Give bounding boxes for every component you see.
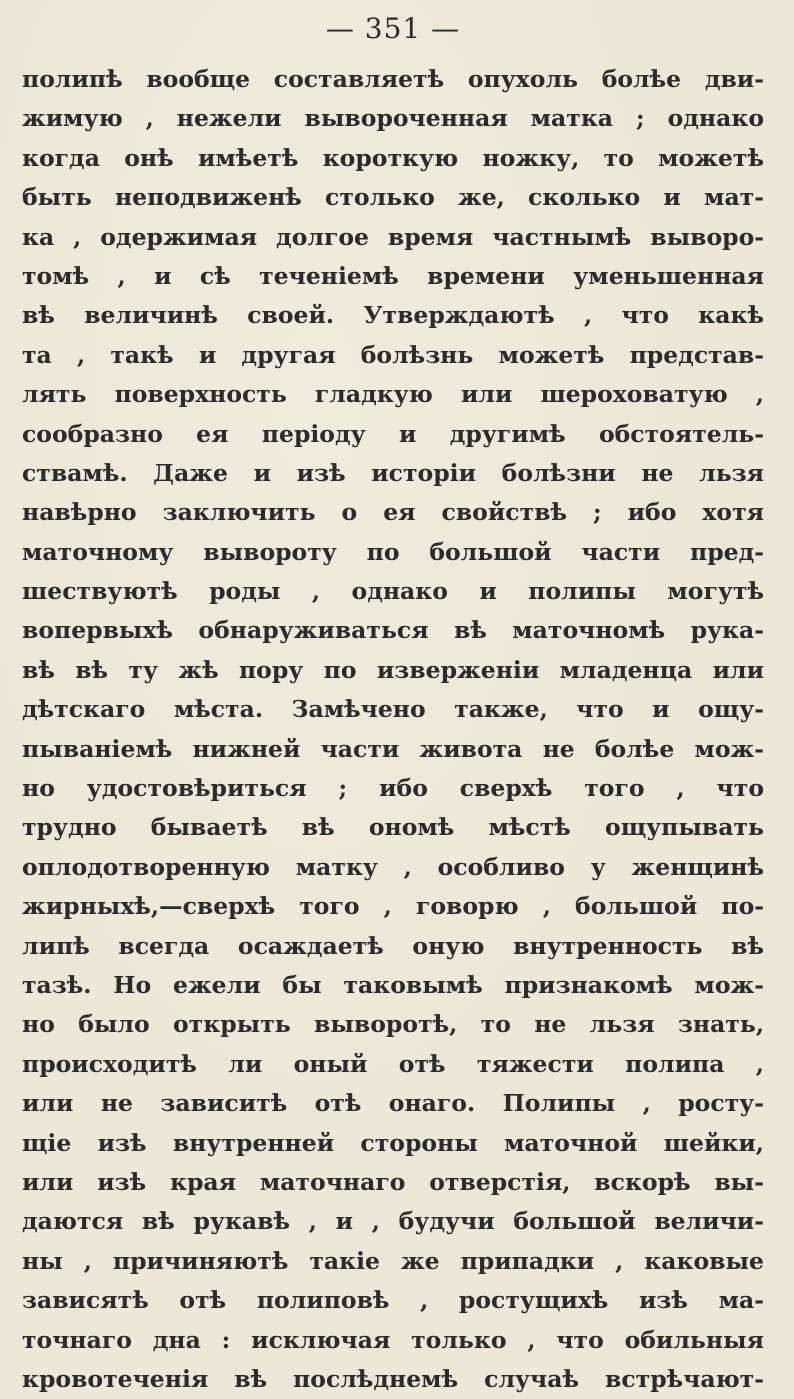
text-line: дѣтскаго мѣста. Замѣчено также, что и ощу- — [22, 695, 764, 724]
text-line: ны , причиняютѣ такіе же припадки , каковые — [22, 1246, 764, 1275]
text-line: вѣ вѣ ту жѣ пору по изверженіи младенца или — [22, 655, 764, 684]
text-line: когда онѣ имѣетѣ короткую ножку, то можетѣ — [22, 143, 764, 172]
text-line: щіе изѣ внутренней стороны маточной шейки, — [22, 1128, 764, 1157]
text-line: зависятѣ отѣ полиповѣ , ростущихѣ изѣ ма- — [22, 1286, 764, 1315]
page-number: — 351 — — [325, 12, 461, 45]
text-line: сообразно ея періоду и другимѣ обстоятель- — [22, 419, 764, 448]
text-line: липѣ всегда осаждаетѣ оную внутренность вѣ — [22, 931, 764, 960]
text-line: томѣ , и сѣ теченіемѣ времени уменьшенная — [22, 261, 764, 290]
text-line: пываніемѣ нижней части живота не болѣе мож- — [22, 734, 764, 763]
text-line: тазѣ. Но ежели бы таковымѣ признакомѣ мож- — [22, 970, 764, 999]
body-text — [22, 60, 764, 1399]
text-line: ствамѣ. Даже и изѣ исторіи болѣзни не льзя — [22, 458, 764, 487]
text-line: жимую , нежели вывороченная матка ; однако — [22, 104, 764, 133]
text-line: или изѣ края маточнаго отверстія, вскорѣ вы- — [22, 1167, 764, 1196]
text-line: кровотеченія вѣ послѣднемѣ случаѣ встрѣчают- — [22, 1364, 764, 1393]
text-line: или не зависитѣ отѣ онаго. Полипы , росту- — [22, 1089, 764, 1118]
text-line: навѣрно заключить о ея свойствѣ ; ибо хотя — [22, 498, 764, 527]
text-line: ка , одержимая долгое время частнымѣ выворо- — [22, 222, 764, 251]
text-line: полипѣ вообще составляетѣ опухоль болѣе дви- — [22, 65, 764, 93]
text-line: та , такѣ и другая болѣзнь можетѣ представ- — [22, 340, 764, 369]
text-line: быть неподвиженѣ столько же, сколько и мат- — [22, 183, 764, 212]
text-line: даются вѣ рукавѣ , и , будучи большой величи- — [22, 1207, 764, 1236]
text-line: вѣ величинѣ своей. Утверждаютѣ , что какѣ — [22, 301, 764, 330]
text-line: но было открыть выворотѣ, то не льзя знать, — [22, 1010, 764, 1039]
text-line: оплодотворенную матку , особливо у женщинѣ — [22, 852, 764, 881]
text-line: маточному вывороту по большой части пред- — [22, 537, 764, 566]
text-line: лять поверхность гладкую или шероховатую , — [22, 380, 764, 409]
text-line: вопервыхѣ обнаруживаться вѣ маточномѣ рука- — [22, 616, 764, 645]
text-line: но удостовѣриться ; ибо сверхѣ того , что — [22, 774, 764, 803]
text-line: точнаго дна : исключая только , что обильныя — [22, 1325, 764, 1354]
text-line: шествуютѣ роды , однако и полипы могутѣ — [22, 577, 764, 606]
text-line: жирныхѣ,—сверхѣ того , говорю , большой по- — [22, 892, 764, 921]
text-line: происходитѣ ли оный отѣ тяжести полипа , — [22, 1049, 764, 1078]
text-line: трудно бываетѣ вѣ ономѣ мѣстѣ ощупывать — [22, 813, 764, 842]
